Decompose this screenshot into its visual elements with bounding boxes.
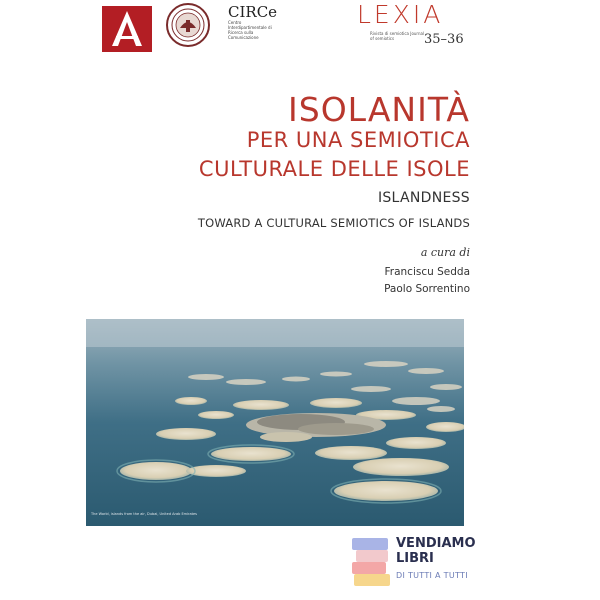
book-subtitle-line1: PER UNA SEMIOTICA	[246, 128, 470, 152]
watermark-line1: VENDIAMO	[396, 536, 476, 551]
book-subtitle-line2: CULTURALE DELLE ISOLE	[198, 157, 470, 181]
badge-stripe	[356, 550, 388, 562]
circe-subtitle: Centro Interdipartimentale di Ricerca sulla Comunicazione	[228, 20, 272, 40]
journal-issue: 35–36	[424, 32, 464, 47]
aracne-a-icon	[102, 6, 152, 52]
circe-name: CIRCe	[228, 3, 278, 21]
watermark-line3: DI TUTTI A TUTTI	[396, 571, 468, 580]
badge-stripe	[352, 538, 388, 550]
books-stack-icon	[352, 538, 390, 588]
cover-photo	[86, 319, 464, 526]
book-title: ISOLANITÀ	[288, 90, 470, 129]
aerial-islands-image	[86, 319, 464, 526]
journal-name: LEXIA	[357, 0, 444, 29]
editor-name: Paolo Sorrentino	[384, 283, 470, 295]
badge-stripe	[352, 562, 386, 574]
badge-stripe	[354, 574, 390, 586]
vendiamo-libri-watermark	[352, 536, 482, 592]
circe-logo	[228, 4, 298, 52]
editor-name: Franciscu Sedda	[384, 266, 470, 278]
english-title: ISLANDNESS	[377, 190, 470, 206]
watermark-line2: LIBRI	[396, 551, 434, 566]
photo-caption: The World, islands from the air, Dubai, United Arab Emirates	[91, 512, 197, 516]
english-subtitle: TOWARD A CULTURAL SEMIOTICS OF ISLANDS	[197, 216, 470, 230]
university-seal-icon	[165, 2, 211, 48]
curated-by-label: a cura di	[420, 246, 470, 259]
journal-subtitle: Rivista di semiotica Journal of semiotics	[370, 31, 425, 41]
aracne-logo	[102, 6, 152, 52]
